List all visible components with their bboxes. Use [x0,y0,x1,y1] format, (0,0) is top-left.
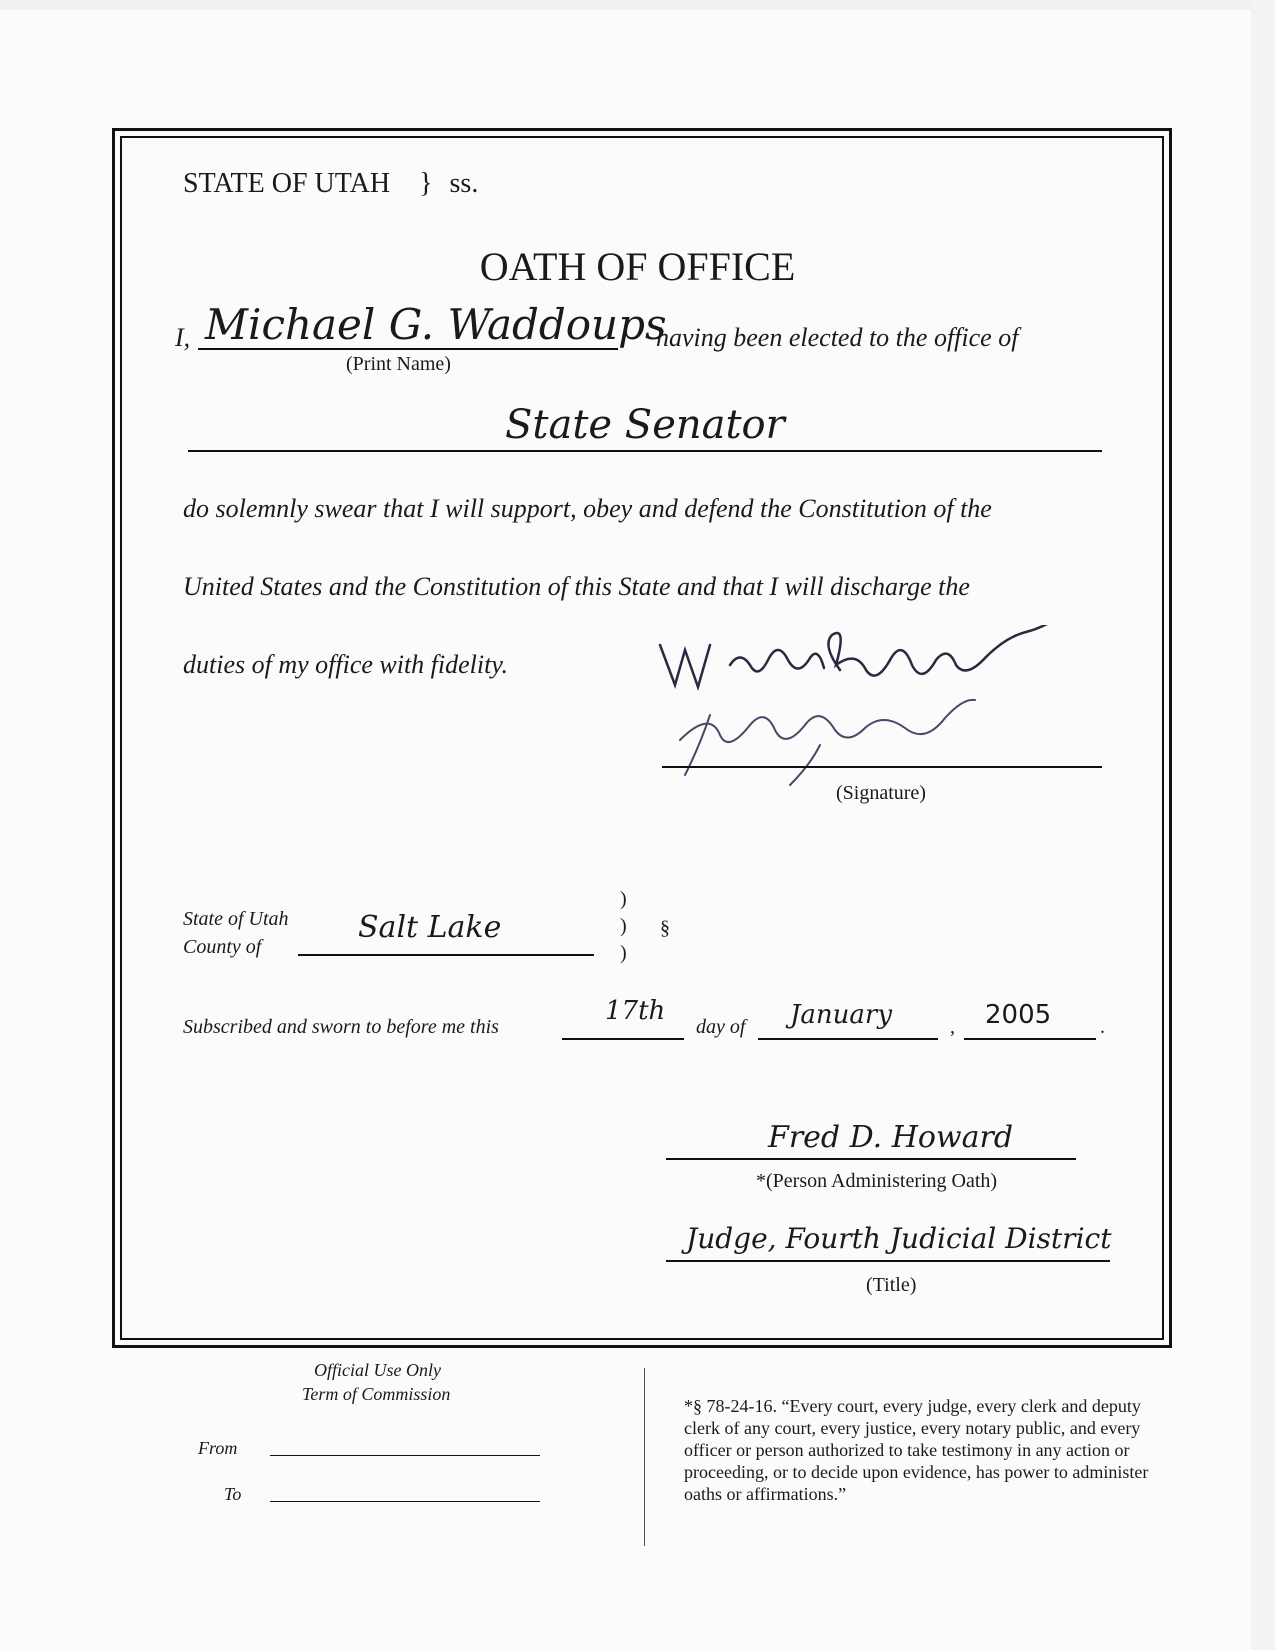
month-handwritten: January [790,1000,893,1030]
subscribed-text: Subscribed and sworn to before me this [183,1016,499,1038]
office-handwritten: State Senator [505,402,785,448]
page-edge [0,0,1275,10]
state-of-utah: STATE OF UTAH [183,168,391,199]
footer-divider [644,1368,645,1546]
county-handwritten: Salt Lake [358,910,502,945]
print-name-label: (Print Name) [346,353,451,375]
county-underline [298,954,594,956]
term-of-commission-heading: Term of Commission [302,1384,451,1404]
day-of-text: day of [696,1016,746,1038]
signature-line [662,766,1102,768]
oath-body-line-2: United States and the Constitution of this State and that I will discharge the [183,572,970,601]
official-use-heading: Official Use Only [314,1360,441,1380]
oath-body-line-3: duties of my office with fidelity. [183,650,508,679]
date-comma: , [950,1016,955,1038]
venue-county-label: County of [183,936,262,958]
brace: } [419,168,433,199]
section-symbol: § [660,917,670,939]
month-underline [758,1038,938,1040]
signature-label: (Signature) [836,782,926,804]
administrator-underline [666,1158,1076,1160]
venue-paren: ) [620,942,627,964]
venue-paren: ) [620,888,627,910]
day-underline [562,1038,684,1040]
signature-image [640,625,1140,805]
title-underline [666,1260,1110,1262]
from-label: From [198,1438,238,1458]
statute-footnote: *§ 78-24-16. “Every court, every judge, every clerk and deputy clerk of any court, every justice, every notary public, and every officer or person authorized to take testimony in any action or proceeding, or to decide upon evidence, has power to administer oaths or affirmations.” [684,1396,1149,1504]
officer-name-handwritten: Michael G. Waddoups [205,300,667,349]
administrator-name-handwritten: Fred D. Howard [768,1120,1014,1155]
office-underline [188,450,1102,452]
name-underline [198,348,618,350]
venue-state-label: State of Utah [183,908,289,930]
year-underline [964,1038,1096,1040]
oath-body-line-1: do solemnly swear that I will support, obey and defend the Constitution of the [183,494,992,523]
to-label: To [224,1484,242,1504]
day-handwritten: 17th [605,996,666,1026]
venue-paren: ) [620,915,627,937]
administrator-title-handwritten: Judge, Fourth Judicial District [686,1222,1112,1255]
year-handwritten: 2005 [985,1000,1052,1030]
from-field [270,1455,540,1456]
ss-label: ss. [449,168,479,199]
date-period: . [1100,1016,1105,1038]
state-heading [183,168,478,200]
elected-text: having been elected to the office of [656,323,1019,352]
oath-prefix: I, [175,323,191,352]
title-label: (Title) [866,1274,917,1296]
to-field [270,1501,540,1502]
administrator-label: *(Person Administering Oath) [756,1170,998,1192]
document-title: OATH OF OFFICE [479,244,796,289]
